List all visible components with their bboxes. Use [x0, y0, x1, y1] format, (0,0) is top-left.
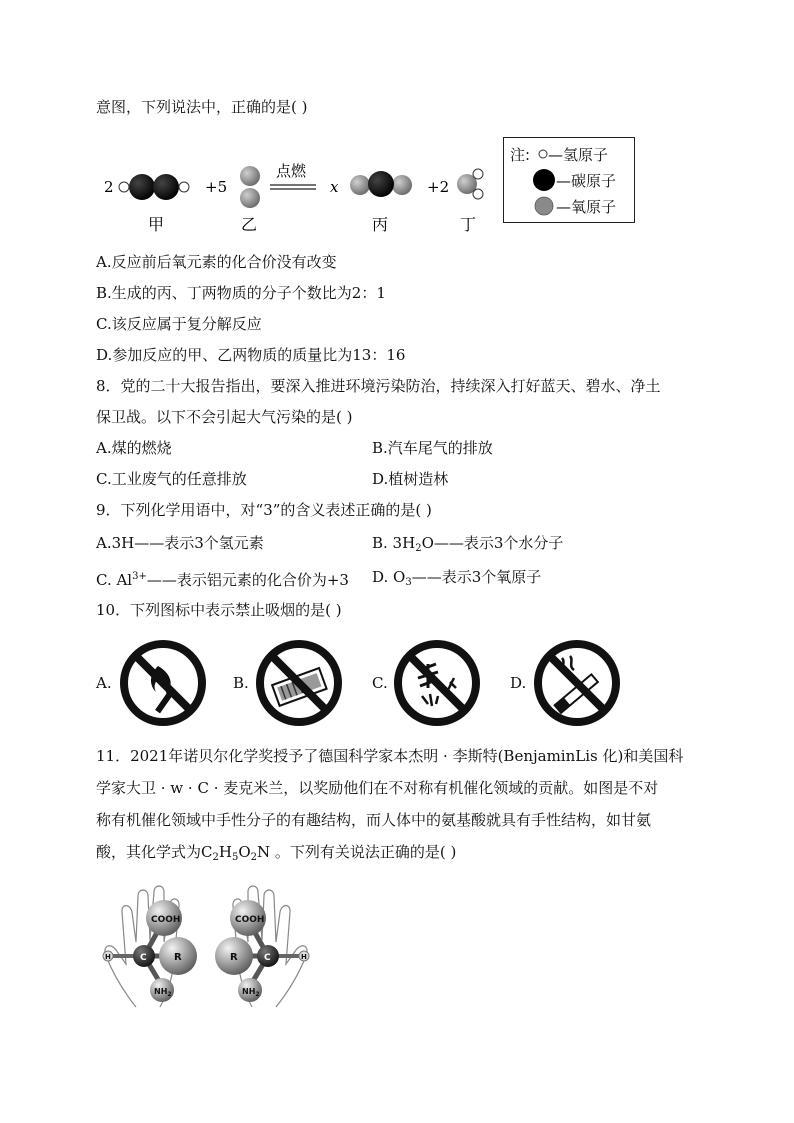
q9-b-mid: O [421, 534, 434, 552]
molecule-yi [240, 166, 260, 208]
q9-option-a: A.3H——表示3个氢元素 [96, 534, 264, 552]
q11-line4 [96, 841, 456, 869]
q8-stem-line2: 保卫战。以下不会引起大气污染的是( ) [96, 408, 353, 426]
atom-legend [503, 137, 635, 223]
q8-option-b: B.汽车尾气的排放 [372, 439, 493, 457]
q9-d-prefix: D. O [372, 568, 406, 586]
left-h-label: H [105, 953, 111, 961]
q9-c-superscript: 3+ [132, 571, 147, 582]
coefficient-jia: 2 [104, 178, 114, 196]
legend-row-carbon [504, 168, 634, 192]
right-nh-subscript: 2 [255, 991, 260, 998]
q10-stem: 10．下列图标中表示禁止吸烟的是( ) [96, 601, 342, 619]
q7-option-b: B.生成的丙、丁两物质的分子个数比为2：1 [96, 284, 386, 302]
q8-option-d: D.植树造林 [372, 470, 449, 488]
reaction-condition: 点燃 [276, 162, 307, 180]
left-nh-text: NH [154, 987, 168, 996]
molecule-jia [119, 174, 189, 200]
q9-c-text: ——表示铝元素的化合价为+3 [146, 571, 349, 589]
q11-formula-sub2: 5 [231, 852, 239, 863]
label-bing: 丙 [372, 215, 389, 234]
q9-stem: 9．下列化学用语中，对“3”的含义表述正确的是( ) [96, 501, 432, 519]
left-nh-subscript: 2 [167, 991, 172, 998]
q9-d-subscript: 3 [405, 577, 412, 588]
q11-formula-mid2: O [238, 843, 251, 861]
left-r-label: R [174, 952, 182, 963]
left-c-label: C [140, 953, 147, 963]
q11-formula-sub1: 2 [212, 852, 219, 863]
q8-option-a: A.煤的燃烧 [96, 439, 172, 457]
legend-row-hydrogen [504, 142, 634, 166]
q10-label-a: A. [96, 674, 112, 692]
legend-hydrogen-label: —氢原子 [548, 146, 609, 164]
no-fireworks-sign-icon [392, 638, 482, 728]
legend-oxygen-label: —氧原子 [556, 198, 617, 216]
molecule-bing [350, 171, 412, 197]
hydrogen-atom-icon [538, 149, 548, 159]
q11-line3: 称有机催化领域中手性分子的有趣结构，而人体中的氨基酸就具有手性结构，如甘氨 [96, 811, 652, 829]
q7-option-d: D.参加反应的甲、乙两物质的质量比为13：16 [96, 346, 406, 364]
coefficient-ding: +2 [427, 178, 450, 196]
right-h-label: H [301, 953, 307, 961]
question-7-stem-tail: 意图，下列说法中，正确的是( ) [96, 98, 308, 116]
molecule-ding [457, 169, 483, 199]
legend-note-label: 注: [510, 146, 531, 164]
q10-label-b: B. [233, 674, 249, 692]
right-cooh-label: COOH [235, 915, 265, 925]
no-open-flame-sign-icon [118, 638, 208, 728]
label-jia: 甲 [148, 215, 165, 234]
q11-formula-prefix: 酸，其化学式为C [96, 843, 213, 861]
no-smoking-sign-icon [532, 638, 622, 728]
q9-b-text: ——表示3个水分子 [433, 534, 564, 552]
coefficient-yi: +5 [205, 178, 228, 196]
no-matches-sign-icon [254, 638, 344, 728]
q10-label-d: D. [510, 674, 527, 692]
chiral-hands-figure [96, 872, 316, 1012]
q7-option-c: C.该反应属于复分解反应 [96, 315, 262, 333]
q9-c-prefix: C. Al [96, 571, 133, 589]
label-yi: 乙 [241, 215, 258, 234]
q10-label-c: C. [372, 674, 388, 692]
legend-row-oxygen [504, 194, 634, 218]
q9-d-text: ——表示3个氧原子 [411, 568, 542, 586]
right-c-label: C [264, 953, 271, 963]
q9-b-prefix: B. 3H [372, 534, 416, 552]
left-cooh-label: COOH [151, 915, 181, 925]
q9-option-d [372, 566, 541, 594]
oxygen-atom-icon [534, 196, 554, 216]
legend-carbon-label: —碳原子 [556, 172, 617, 190]
q9-option-b [372, 532, 563, 560]
q10-sign-options [96, 638, 656, 730]
carbon-atom-icon [532, 168, 556, 192]
label-ding: 丁 [460, 215, 477, 234]
q9-option-c [96, 566, 349, 591]
q11-formula-sub3: 2 [250, 852, 258, 863]
right-r-label: R [230, 952, 238, 963]
right-nh-text: NH [242, 987, 256, 996]
q7-option-a: A.反应前后氧元素的化合价没有改变 [96, 253, 337, 271]
q11-formula-mid1: H [218, 843, 232, 861]
coefficient-bing: x [330, 178, 339, 196]
q11-line2: 学家大卫 · w · C · 麦克米兰，以奖励他们在不对称有机催化领域的贡献。如图是不对 [96, 779, 659, 797]
q8-stem-line1: 8．党的二十大报告指出，要深入推进环境污染防治，持续深入打好蓝天、碧水、净土 [96, 377, 661, 395]
q11-formula-suffix: N 。下列有关说法正确的是( ) [257, 843, 457, 861]
q9-b-subscript: 2 [415, 543, 422, 554]
q11-line1: 11．2021年诺贝尔化学奖授予了德国科学家本杰明 · 李斯特(BenjaminLis 化)和美国科 [96, 747, 684, 765]
q8-option-c: C.工业废气的任意排放 [96, 470, 247, 488]
